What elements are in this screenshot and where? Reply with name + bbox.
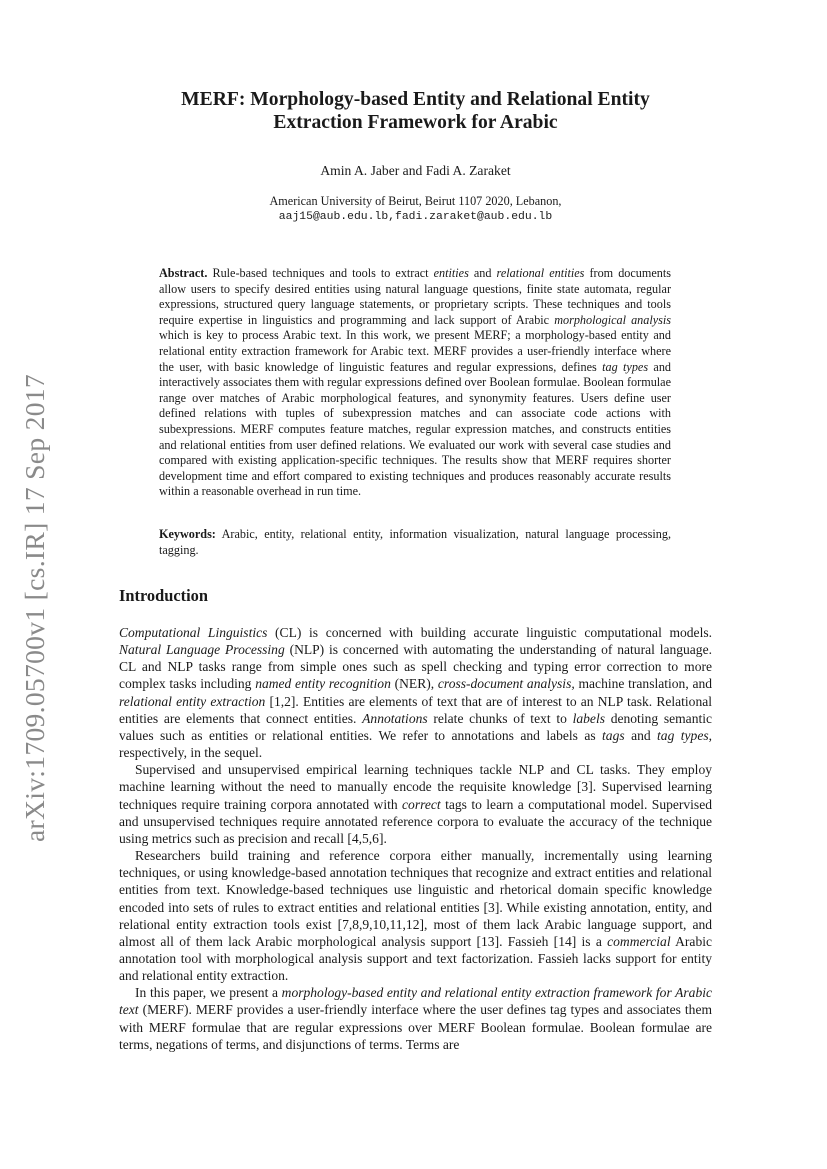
emphasis: morphology-based entity and relational entity extraction framework for Arabic text <box>119 985 713 1018</box>
text: machine translation, and <box>578 676 713 692</box>
text: (NER), <box>394 676 435 692</box>
text: (MERF). MERF provides a user-friendly interface where the user defines tag types and associates them with MERF formulae that are regular expressions over MERF Boolean formulae. Boolean formulae are terms, negations of terms, and disjunctions of terms. Terms are <box>119 1002 712 1052</box>
emphasis: labels <box>572 710 605 726</box>
author-emails: aaj15@aub.edu.lb,fadi.zaraket@aub.edu.lb <box>278 210 553 223</box>
emphasis: correct <box>402 796 441 812</box>
text: (CL) is concerned with building accurate linguistic computational models. <box>275 625 712 640</box>
text: In this paper, we present a <box>135 985 278 1001</box>
authors: Amin A. Jaber and Fadi A. Zaraket <box>320 163 511 178</box>
abstract-emphasis: tag types <box>602 359 649 374</box>
abstract <box>159 266 671 500</box>
text: and <box>631 727 651 743</box>
abstract-emphasis: entities <box>433 266 469 280</box>
text: relate chunks of text to <box>433 710 567 726</box>
paper-title <box>119 88 712 134</box>
abstract-emphasis: relational entities <box>496 266 585 280</box>
emphasis: tag types <box>657 727 709 743</box>
keywords <box>159 527 671 558</box>
text: tags to learn a computational model. Supervised and unsupervised techniques require annotated reference corpora to evaluate the accuracy of the technique using metrics such as precision and recall [4,5,6]. <box>119 796 712 846</box>
abstract-text: and interactively associates them with regular expressions defined over Boolean formulae. Boolean formulae range over matches of Arabic morphological features, and synonymity features. Users define user defined relations with tuples of subexpression matches and can associate code actions with subexpressions. MERF computes feature matches, regular expression matches, and constructs entities and relational entities from user defined relations. We evaluated our work with several case studies and compared with existing application-specific techniques. The results show that MERF requires shorter development time and effort compared to existing techniques and produces reasonably accurate results within a reasonable overhead in run time. <box>159 359 672 499</box>
section-heading-introduction: Introduction <box>119 586 208 605</box>
title-line-2: Extraction Framework for Arabic <box>273 112 558 133</box>
paragraph <box>119 847 712 984</box>
emphasis: named entity recognition <box>255 676 391 692</box>
emphasis: Computational Linguistics <box>119 625 268 640</box>
text: Researchers build training and reference corpora either manually, incrementally using learning techniques, or using knowledge-based annotation techniques that recognize and extract entities and relational entities from text. Knowledge-based techniques use linguistic and rhetorical domain specific knowledge encoded into sets of rules to extract entities and relational entities [3]. While existing annotation, entity, and relational entity extraction tools exist [7,8,9,10,11,12], most of them lack Arabic language support, and almost all of them lack Arabic morphological analysis support [13]. Fassieh [14] is a <box>119 848 712 949</box>
abstract-text: Rule-based techniques and tools to extract <box>212 266 429 280</box>
emphasis: cross-document analysis, <box>437 676 575 692</box>
paragraph <box>119 624 712 761</box>
affiliation-block <box>119 194 712 225</box>
abstract-text: and <box>473 266 492 280</box>
abstract-text: which is key to process Arabic text. In this work, we present MERF; a morphology-based entity and relational entity extraction framework for Arabic text. MERF provides a user-friendly interface where the user, with basic knowledge of linguistic features and regular expressions, defines <box>159 328 671 374</box>
text: denoting semantic values such as entities or relational entities. We refer to annotations and labels as <box>119 710 713 743</box>
text: Arabic annotation tool with morphological analysis support and text factorization. Fassieh lacks support for entity and relational entity extraction. <box>119 933 712 984</box>
emphasis: commercial <box>607 933 671 949</box>
text: [1,2]. Entities are elements of text that are of interest to an NLP task. Relational entities are elements that connect entities. <box>119 693 713 726</box>
abstract-label: Abstract. <box>159 266 208 280</box>
arxiv-stamp <box>14 372 54 842</box>
abstract-text: from documents allow users to specify desired entities using natural language questions, finite state automata, regular expressions, structured query language statements, or proprietary scripts. These techniques and tools require expertise in linguistics and programming and lack support of Arabic <box>159 266 671 327</box>
paragraph <box>119 761 712 847</box>
text: Supervised and unsupervised empirical learning techniques tackle NLP and CL tasks. They employ machine learning without the need to manually encode the requisite knowledge [3]. Supervised learning techniques require training corpora annotated with <box>119 762 712 812</box>
emphasis: tags <box>602 727 625 743</box>
emphasis: Annotations <box>362 710 428 726</box>
emphasis: relational entity extraction <box>119 693 266 709</box>
abstract-emphasis: morphological analysis <box>554 312 672 327</box>
paragraph <box>119 984 712 1053</box>
title-line-1: MERF: Morphology-based Entity and Relational Entity <box>181 89 650 110</box>
keywords-label: Keywords: <box>159 527 216 541</box>
affiliation: American University of Beirut, Beirut 1107 2020, Lebanon, <box>269 194 562 208</box>
introduction-body <box>119 624 712 1053</box>
arxiv-stamp-text: arXiv:1709.05700v1 [cs.IR] 17 Sep 2017 <box>20 383 50 842</box>
text: (NLP) is concerned with automating the understanding of natural language. CL and NLP tasks range from simple ones such as spell checking and typing error correction to more complex tasks including <box>119 642 712 692</box>
emphasis: Natural Language Processing <box>119 642 285 658</box>
text: , respectively, in the sequel. <box>119 727 712 761</box>
keywords-text: Arabic, entity, relational entity, information visualization, natural language processing, tagging. <box>159 527 672 557</box>
